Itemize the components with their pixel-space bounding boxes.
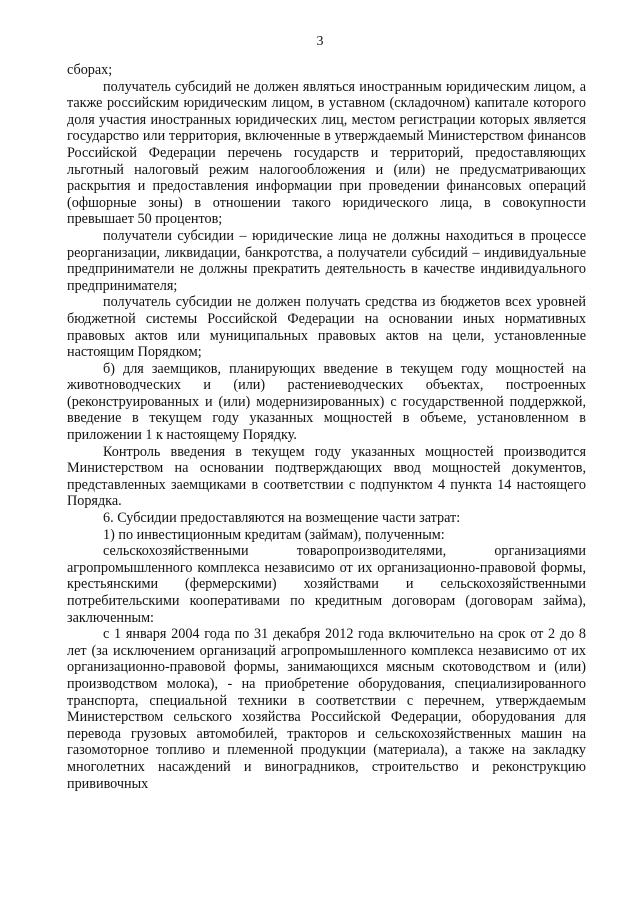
paragraph-6: Контроль введения в текущем году указанных мощностей производится Министерством на основании подтверждающих ввод мощностей документов, представленных заемщиками в соответствии с подпунктом 4 пункта 14 настоящего Порядка. bbox=[67, 443, 586, 510]
paragraph-5: б) для заемщиков, планирующих введение в текущем году мощностей на животноводческих и (или) растениеводческих объектах, построенных (реконструированных и (или) модернизированных) с государственной поддержкой, введение в текущем году указанных мощностей в объеме, установленном в приложении 1 к настоящему Порядку. bbox=[67, 360, 586, 444]
paragraph-1: сборах; bbox=[67, 62, 113, 78]
paragraph-2: получатель субсидий не должен являться иностранным юридическим лицом, а также российским юридическим лицом, в уставном (складочном) капитале которого доля участия иностранных юридических лиц, местом регистрации которых является государство или территория, включенные в утверждаемый Министерством финансов Российской Федерации перечень государств и территорий, предоставляющих льготный налоговый режим налогообложения и (или) не предусматривающих раскрытия и предоставления информации при проведении финансовых операций (офшорные зоны) в отношении такого юридического лица, в совокупности превышает 50 процентов; bbox=[67, 78, 586, 228]
page-number: 3 bbox=[316, 34, 324, 49]
paragraph-9: сельскохозяйственными товаропроизводителями, организациями агропромышленного комплекса независимо от их организационно-правовой формы, крестьянскими (фермерскими) хозяйствами и сельскохозяйственными потребительскими кооперативами по кредитным договорам (договорам займа), заключенным: bbox=[67, 543, 586, 626]
document-body bbox=[67, 62, 586, 792]
paragraph-10: с 1 января 2004 года по 31 декабря 2012 года включительно на срок от 2 до 8 лет (за исключением организаций агропромышленного комплекса независимо от их организационно-правовой формы, занимающихся мясным скотоводством и (или) производством молока), - на приобретение оборудования, специализированного транспорта, специальной техники в соответствии с перечнем, утверждаемым Министерством сельского хозяйства Российской Федерации, оборудования для перевода грузовых автомобилей, тракторов и сельскохозяйственных машин на газомоторное топливо и племенной продукции (материала), а также на закладку многолетних насаждений и виноградников, строительство и реконструкцию прививочных bbox=[67, 626, 586, 792]
paragraph-7: 6. Субсидии предоставляются на возмещение части затрат: bbox=[103, 510, 461, 527]
paragraph-3: получатели субсидии – юридические лица не должны находиться в процессе реорганизации, ликвидации, банкротства, а получатели субсидий – индивидуальные предприниматели не должны прекратить деятельность в качестве индивидуального предпринимателя; bbox=[67, 227, 586, 294]
paragraph-4: получатель субсидии не должен получать средства из бюджетов всех уровней бюджетной системы Российской Федерации на основании иных нормативных правовых актов или муниципальных правовых актов на цели, установленные настоящим Порядком; bbox=[67, 294, 586, 361]
paragraph-8: 1) по инвестиционным кредитам (займам), полученным: bbox=[103, 526, 445, 543]
